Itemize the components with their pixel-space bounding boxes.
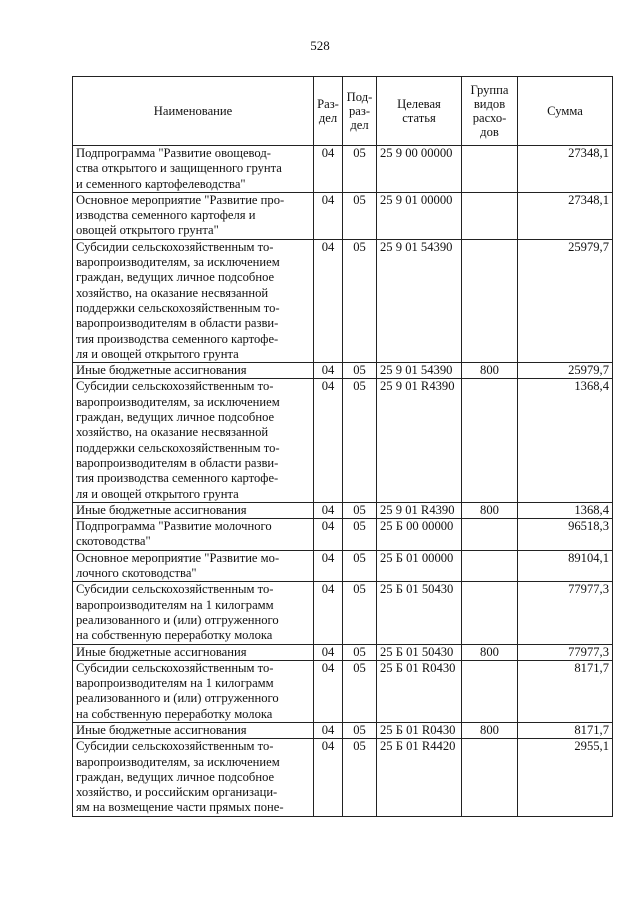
- table-row: [73, 519, 613, 551]
- row-group: [462, 519, 518, 551]
- row-subsection: 05: [343, 722, 377, 738]
- header-expense-group: Группа видов расхо- дов: [462, 77, 518, 146]
- row-name: Иные бюджетные ассигнования: [73, 644, 314, 660]
- row-subsection: 05: [343, 739, 377, 816]
- table-row: [73, 644, 613, 660]
- table-body: [73, 146, 613, 817]
- table-row: [73, 379, 613, 502]
- table-row: [73, 660, 613, 722]
- row-subsection: 05: [343, 550, 377, 582]
- row-section: 04: [314, 739, 343, 816]
- row-name: Основное мероприятие "Развитие мо- лочного скотоводства": [73, 550, 314, 582]
- row-target: 25 Б 01 R0430: [377, 722, 462, 738]
- row-target: 25 Б 01 50430: [377, 644, 462, 660]
- row-section: 04: [314, 582, 343, 644]
- row-group: [462, 146, 518, 193]
- row-name: Иные бюджетные ассигнования: [73, 363, 314, 379]
- row-sum: 27348,1: [518, 146, 613, 193]
- table-row: [73, 722, 613, 738]
- row-target: 25 9 01 54390: [377, 363, 462, 379]
- table-row: [73, 239, 613, 362]
- row-group: 800: [462, 644, 518, 660]
- table-row: [73, 739, 613, 816]
- row-target: 25 Б 01 R4420: [377, 739, 462, 816]
- row-subsection: 05: [343, 519, 377, 551]
- table-row: [73, 192, 613, 239]
- row-name: Субсидии сельскохозяйственным то- варопроизводителям, за исключением граждан, ведущих личное подсобное хозяйство, на оказание несвязанной поддержки сельскохозяйственным то- варопроизводителям в области разви- тия производства семенного картофе- ля и овощей открытого грунта: [73, 379, 314, 502]
- row-name: Субсидии сельскохозяйственным то- варопроизводителям на 1 килограмм реализованного и (или) отгруженного на собственную переработку молока: [73, 582, 314, 644]
- row-sum: 8171,7: [518, 722, 613, 738]
- row-target: 25 9 01 54390: [377, 239, 462, 362]
- row-name: Субсидии сельскохозяйственным то- варопроизводителям, за исключением граждан, ведущих личное подсобное хозяйство, и российским организаци- ям на возмещение части прямых поне-: [73, 739, 314, 816]
- header-name: Наименование: [73, 77, 314, 146]
- row-name: Основное мероприятие "Развитие про- изводства семенного картофеля и овощей открытого грунта": [73, 192, 314, 239]
- table-row: [73, 363, 613, 379]
- row-subsection: 05: [343, 660, 377, 722]
- row-group: [462, 239, 518, 362]
- row-sum: 2955,1: [518, 739, 613, 816]
- row-subsection: 05: [343, 363, 377, 379]
- row-sum: 25979,7: [518, 239, 613, 362]
- row-group: 800: [462, 502, 518, 518]
- row-target: 25 Б 01 00000: [377, 550, 462, 582]
- row-subsection: 05: [343, 146, 377, 193]
- header-subsection: Под- раз- дел: [343, 77, 377, 146]
- row-group: [462, 660, 518, 722]
- row-sum: 77977,3: [518, 644, 613, 660]
- row-target: 25 9 00 00000: [377, 146, 462, 193]
- row-target: 25 Б 01 R0430: [377, 660, 462, 722]
- row-sum: 8171,7: [518, 660, 613, 722]
- row-target: 25 9 01 R4390: [377, 502, 462, 518]
- row-subsection: 05: [343, 239, 377, 362]
- page-number: 528: [310, 38, 330, 53]
- row-section: 04: [314, 519, 343, 551]
- row-section: 04: [314, 363, 343, 379]
- row-target: 25 9 01 00000: [377, 192, 462, 239]
- row-section: 04: [314, 146, 343, 193]
- row-section: 04: [314, 660, 343, 722]
- row-sum: 96518,3: [518, 519, 613, 551]
- row-sum: 25979,7: [518, 363, 613, 379]
- row-name: Иные бюджетные ассигнования: [73, 722, 314, 738]
- row-group: [462, 192, 518, 239]
- row-group: 800: [462, 722, 518, 738]
- row-group: 800: [462, 363, 518, 379]
- row-subsection: 05: [343, 192, 377, 239]
- row-subsection: 05: [343, 582, 377, 644]
- row-sum: 1368,4: [518, 502, 613, 518]
- row-subsection: 05: [343, 379, 377, 502]
- row-subsection: 05: [343, 644, 377, 660]
- row-sum: 77977,3: [518, 582, 613, 644]
- row-group: [462, 739, 518, 816]
- row-section: 04: [314, 644, 343, 660]
- budget-table: [72, 76, 613, 817]
- table-row: [73, 146, 613, 193]
- table-row: [73, 582, 613, 644]
- row-target: 25 Б 01 50430: [377, 582, 462, 644]
- row-section: 04: [314, 502, 343, 518]
- row-name: Субсидии сельскохозяйственным то- варопроизводителям, за исключением граждан, ведущих личное подсобное хозяйство, на оказание несвязанной поддержки сельскохозяйственным то- варопроизводителям в области разви- тия производства семенного картофе- ля и овощей открытого грунта: [73, 239, 314, 362]
- row-sum: 1368,4: [518, 379, 613, 502]
- row-section: 04: [314, 239, 343, 362]
- row-name: Иные бюджетные ассигнования: [73, 502, 314, 518]
- header-target-article: Целевая статья: [377, 77, 462, 146]
- header-sum: Сумма: [518, 77, 613, 146]
- row-name: Субсидии сельскохозяйственным то- варопроизводителям на 1 килограмм реализованного и (или) отгруженного на собственную переработку молока: [73, 660, 314, 722]
- row-sum: 89104,1: [518, 550, 613, 582]
- row-subsection: 05: [343, 502, 377, 518]
- row-sum: 27348,1: [518, 192, 613, 239]
- row-name: Подпрограмма "Развитие овощевод- ства открытого и защищенного грунта и семенного картофелеводства": [73, 146, 314, 193]
- row-target: 25 9 01 R4390: [377, 379, 462, 502]
- row-group: [462, 550, 518, 582]
- header-section: Раз- дел: [314, 77, 343, 146]
- row-name: Подпрограмма "Развитие молочного скотоводства": [73, 519, 314, 551]
- row-section: 04: [314, 550, 343, 582]
- row-section: 04: [314, 379, 343, 502]
- table-header-row: [73, 77, 613, 146]
- row-group: [462, 379, 518, 502]
- table-row: [73, 550, 613, 582]
- row-group: [462, 582, 518, 644]
- row-target: 25 Б 00 00000: [377, 519, 462, 551]
- table-row: [73, 502, 613, 518]
- row-section: 04: [314, 192, 343, 239]
- row-section: 04: [314, 722, 343, 738]
